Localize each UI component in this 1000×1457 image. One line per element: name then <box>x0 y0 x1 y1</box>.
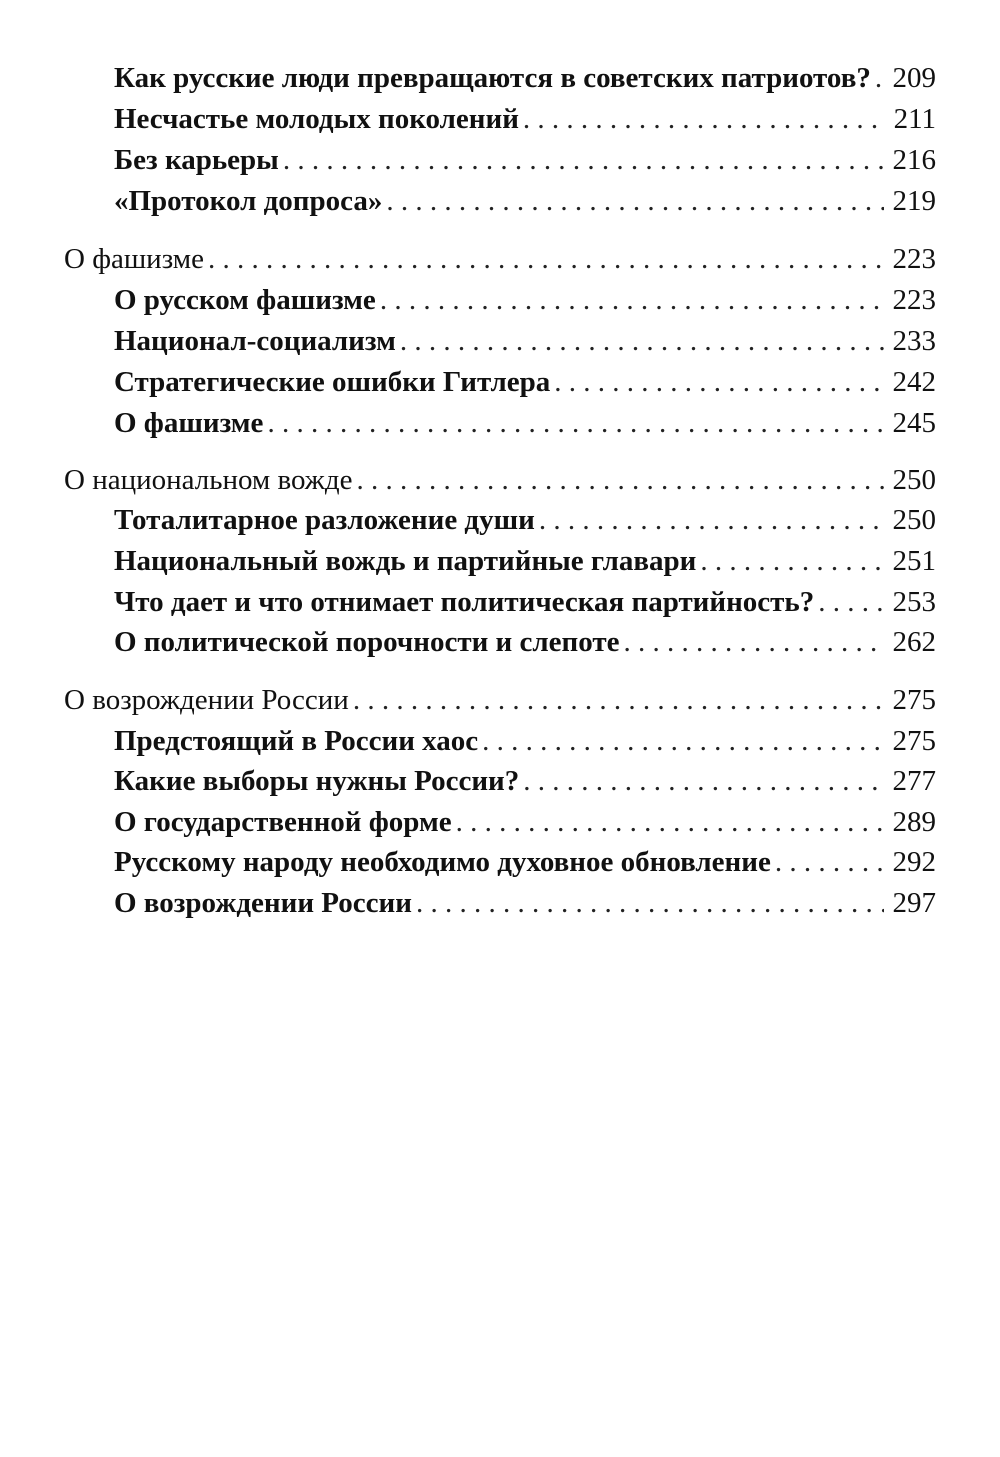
toc-entry-page: 277 <box>892 765 936 797</box>
dot-leader <box>818 582 884 622</box>
toc-entry-title: Предстоящий в России хаос <box>114 725 479 757</box>
dot-leader <box>386 181 884 221</box>
dot-leader <box>456 802 884 842</box>
toc-entry <box>114 500 936 540</box>
dot-leader <box>267 403 884 443</box>
toc-entry-page: 275 <box>892 725 936 757</box>
dot-leader <box>775 842 884 882</box>
toc-entry-title: Несчастье молодых поколений <box>114 103 519 135</box>
toc-entry-title: Тоталитарное разложение души <box>114 504 535 536</box>
toc-entry <box>114 403 936 443</box>
toc-entry <box>114 802 936 842</box>
dot-leader <box>353 680 884 720</box>
toc-entry <box>114 842 936 882</box>
toc-entry-page: 211 <box>893 103 936 135</box>
dot-leader <box>554 362 884 402</box>
toc-entry-title: О фашизме <box>114 407 264 439</box>
toc-entry <box>114 883 936 923</box>
toc-section-heading <box>64 239 936 279</box>
toc-entry-title: Как русские люди превращаются в советских патриотов? <box>114 62 871 94</box>
toc-entry-page: 233 <box>892 325 936 357</box>
toc-section-title: О национальном вожде <box>64 464 353 496</box>
dot-leader <box>523 761 884 801</box>
toc-section-title: О фашизме <box>64 243 204 275</box>
toc-entry-title: О русском фашизме <box>114 284 376 316</box>
toc-entry <box>114 321 936 361</box>
dot-leader <box>875 58 884 98</box>
toc-entry-page: 250 <box>892 504 936 536</box>
toc-entry <box>114 140 936 180</box>
toc-entry <box>114 58 936 98</box>
toc-entry-page: 216 <box>892 144 936 176</box>
dot-leader <box>523 99 884 139</box>
dot-leader <box>482 721 884 761</box>
toc-entry-page: 245 <box>892 407 936 439</box>
toc-section-page: 250 <box>892 464 936 496</box>
toc-section-title: О возрождении России <box>64 684 349 716</box>
toc-entry <box>114 280 936 320</box>
toc-section-page: 275 <box>892 684 936 716</box>
toc-entry-page: 253 <box>892 586 936 618</box>
toc-entry <box>114 181 936 221</box>
toc-entry <box>114 761 936 801</box>
toc-entry-title: О политической порочности и слепоте <box>114 626 620 658</box>
toc-entry-title: Без карьеры <box>114 144 279 176</box>
toc-section-heading <box>64 680 936 720</box>
toc-entry-title: Какие выборы нужны России? <box>114 765 520 797</box>
toc-entry-page: 251 <box>892 545 936 577</box>
toc-entry <box>114 541 936 581</box>
toc-entry <box>114 721 936 761</box>
toc-entry-title: Национальный вождь и партийные главари <box>114 545 697 577</box>
toc-entry-page: 262 <box>892 626 936 658</box>
toc-entry <box>114 362 936 402</box>
toc-entry-title: Что дает и что отнимает политическая партийность? <box>114 586 815 618</box>
dot-leader <box>623 622 884 662</box>
toc-entry-page: 209 <box>892 62 936 94</box>
toc-section-page: 223 <box>892 243 936 275</box>
dot-leader <box>700 541 884 581</box>
toc-entry-page: 219 <box>892 185 936 217</box>
toc-entry-title: Стратегические ошибки Гитлера <box>114 366 551 398</box>
dot-leader <box>539 500 884 540</box>
toc-section-heading <box>64 460 936 500</box>
toc-entry-title: «Протокол допроса» <box>114 185 383 217</box>
dot-leader <box>400 321 884 361</box>
toc-entry-page: 242 <box>892 366 936 398</box>
toc-entry-title: О государственной форме <box>114 806 452 838</box>
toc-entry <box>114 622 936 662</box>
dot-leader <box>356 460 884 500</box>
toc-entry-page: 297 <box>892 887 936 919</box>
toc-entry-title: Русскому народу необходимо духовное обновление <box>114 846 771 878</box>
dot-leader <box>283 140 884 180</box>
toc-entry-page: 223 <box>892 284 936 316</box>
toc-entry-title: О возрождении России <box>114 887 412 919</box>
toc-entry <box>114 582 936 622</box>
toc-entry-page: 289 <box>892 806 936 838</box>
dot-leader <box>380 280 884 320</box>
toc-entry <box>114 99 936 139</box>
dot-leader <box>416 883 884 923</box>
toc-entry-page: 292 <box>892 846 936 878</box>
toc-entry-title: Национал-социализм <box>114 325 396 357</box>
dot-leader <box>208 239 884 279</box>
